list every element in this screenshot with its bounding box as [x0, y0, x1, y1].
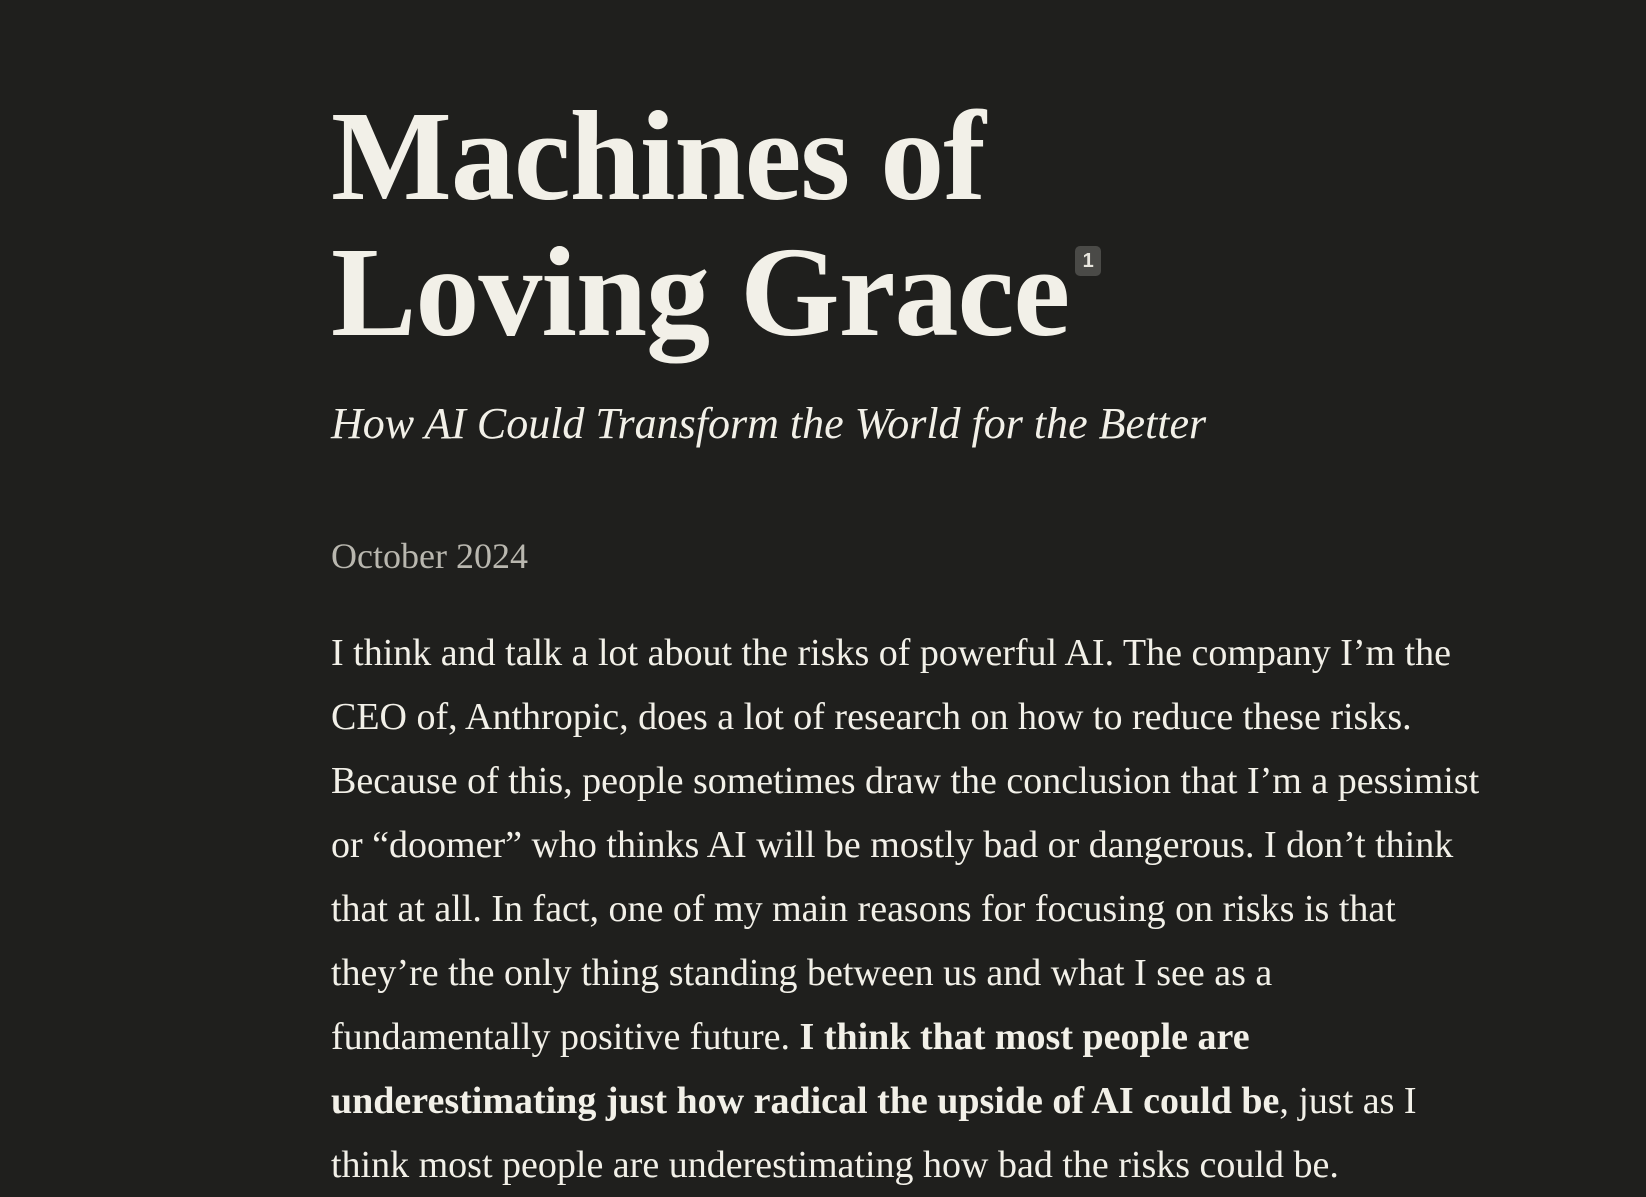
essay-article — [331, 85, 1491, 1197]
publication-date: October 2024 — [331, 536, 528, 576]
intro-paragraph — [331, 621, 1481, 1197]
intro-text-part-1: I think and talk a lot about the risks of powerful AI. The company I’m the CEO of, Anthropic, does a lot of research on how to reduce these risks. Because of this, people sometimes draw the conclusion that I’m a pessimist or “doomer” who thinks AI will be mostly bad or dangerous. I don’t think that at all. In fact, one of my main reasons for focusing on risks is that they’re the only thing standing between us and what I see as a fundamentally positive future. — [331, 632, 1480, 1058]
title-line-2-text: Loving Grace — [331, 221, 1070, 363]
title-line-1: Machines of — [331, 85, 985, 227]
intro-bold-statement: I think that most people are underestimating just how radical the upside of AI could be — [331, 1016, 1280, 1122]
title-line-2 — [331, 221, 1491, 363]
footnote-link-1[interactable]: 1 — [1075, 246, 1101, 276]
essay-title — [331, 85, 1491, 363]
essay-subtitle: How AI Could Transform the World for the Better — [331, 399, 1207, 448]
intro-text-part-2: , just as I think most people are underestimating how bad the risks could be. — [331, 1080, 1417, 1186]
